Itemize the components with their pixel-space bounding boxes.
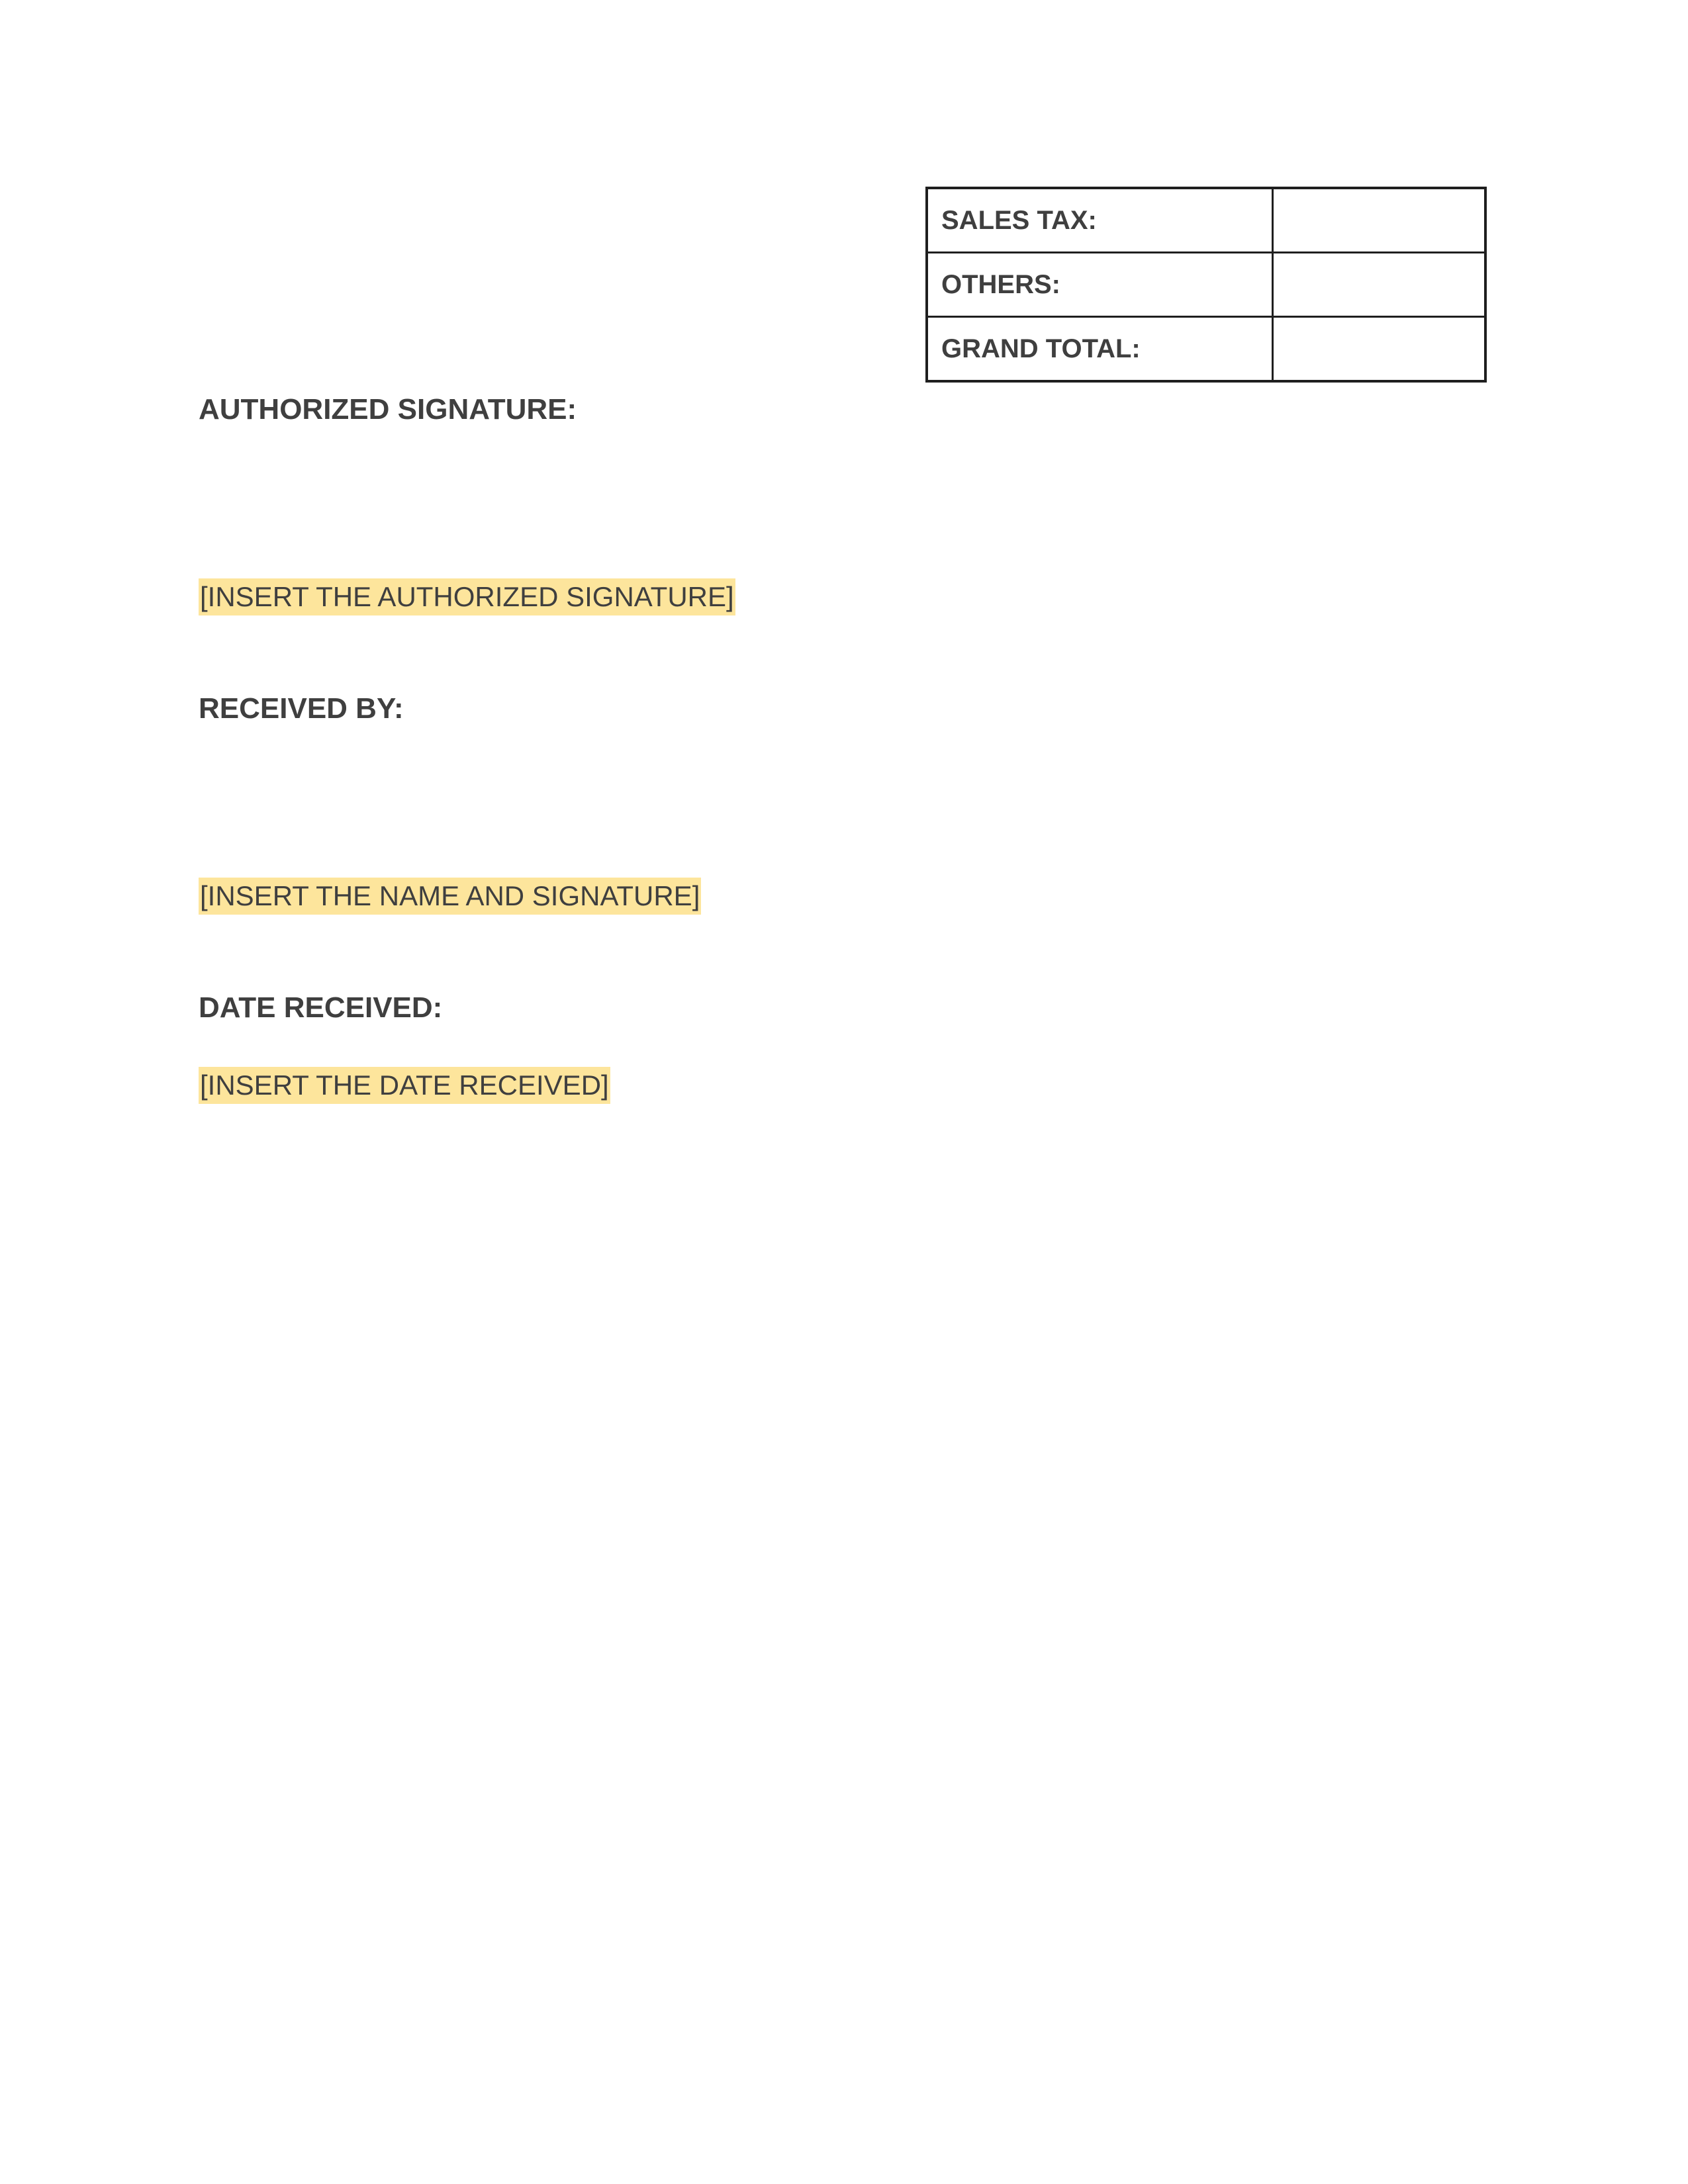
grand-total-label: GRAND TOTAL: [927,317,1273,382]
authorized-signature-placeholder[interactable]: [INSERT THE AUTHORIZED SIGNATURE] [199,578,735,615]
authorized-signature-label: AUTHORIZED SIGNATURE: [199,393,577,426]
sales-tax-label: SALES TAX: [927,188,1273,253]
table-row [927,188,1485,253]
date-received-label: DATE RECEIVED: [199,991,443,1024]
grand-total-value[interactable] [1273,317,1486,382]
sales-tax-value[interactable] [1273,188,1486,253]
table-row [927,317,1485,382]
others-label: OTHERS: [927,253,1273,317]
received-by-placeholder[interactable]: [INSERT THE NAME AND SIGNATURE] [199,878,701,915]
date-received-placeholder[interactable]: [INSERT THE DATE RECEIVED] [199,1067,610,1104]
totals-table [925,187,1487,383]
received-by-label: RECEIVED BY: [199,692,404,725]
table-row [927,253,1485,317]
others-value[interactable] [1273,253,1486,317]
